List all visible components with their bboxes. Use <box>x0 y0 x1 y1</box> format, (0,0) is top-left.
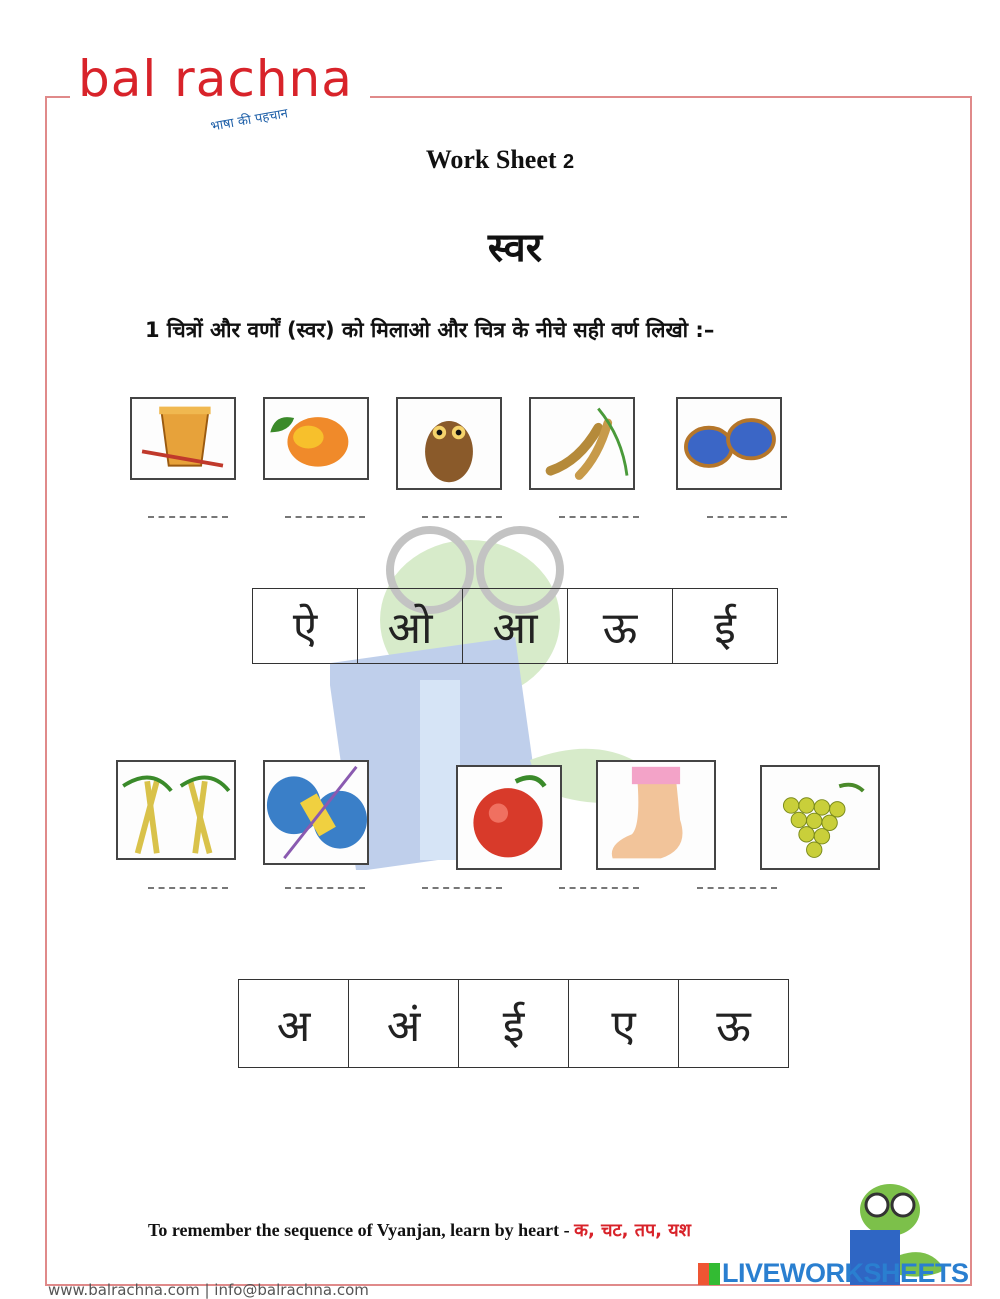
liveworksheets-badge-icon <box>698 1263 720 1285</box>
mango-icon <box>263 397 369 480</box>
answer-blank[interactable] <box>707 516 787 518</box>
logo-tagline: भाषा की पहचान <box>209 106 290 135</box>
letter-cell: ई <box>714 603 736 654</box>
pomegranate-icon <box>456 765 562 870</box>
letter-grid-1 <box>252 588 778 664</box>
owl-icon <box>396 397 502 490</box>
answer-blank[interactable] <box>285 887 365 889</box>
letter-cell: आ <box>463 589 568 663</box>
answer-blank[interactable] <box>559 516 639 518</box>
answer-blank[interactable] <box>422 887 502 889</box>
balrachna-logo <box>70 50 370 150</box>
letter-cell: ए <box>569 980 679 1067</box>
tamarind-icon <box>529 397 635 490</box>
letter-cell: ऐ <box>253 589 358 663</box>
answer-blank[interactable] <box>559 887 639 889</box>
answer-blank[interactable] <box>422 516 502 518</box>
answer-blank[interactable] <box>697 887 777 889</box>
letter-grid-2 <box>238 979 789 1068</box>
liveworksheets-logo <box>698 1258 969 1289</box>
footer-highlight: क, चट, तप, यश <box>574 1220 691 1241</box>
heel-icon <box>596 760 716 870</box>
instruction-text: 1 चित्रों और वर्णों (स्वर) को मिलाओ और चित्र के नीचे सही वर्ण लिखो :– <box>145 318 715 342</box>
letter-cell: अ <box>239 980 349 1067</box>
letter-cell: अं <box>349 980 459 1067</box>
letter-cell: ऊ <box>568 589 673 663</box>
letter-cell: ओ <box>358 589 463 663</box>
sunglasses-icon <box>676 397 782 490</box>
answer-blank[interactable] <box>148 516 228 518</box>
logo-brand: bal rachna <box>78 50 353 108</box>
liveworksheets-text: LIVEWORKSHEETS <box>722 1258 969 1288</box>
pot-icon <box>130 397 236 480</box>
page-heading: स्वर <box>487 225 543 271</box>
answer-blank[interactable] <box>148 887 228 889</box>
footer-text: To remember the sequence of Vyanjan, learn by heart - <box>148 1220 570 1240</box>
letter-cell: ऊ <box>716 1000 751 1052</box>
worksheet-number: 2 <box>563 151 575 173</box>
website-text: www.balrachna.com | info@balrachna.com <box>48 1281 369 1299</box>
grapes-icon <box>760 765 880 870</box>
answer-blank[interactable] <box>285 516 365 518</box>
wool-icon <box>263 760 369 865</box>
worksheet-title-text: Work Sheet <box>425 145 557 174</box>
worksheet-title <box>0 145 1000 175</box>
letter-cell: ई <box>459 980 569 1067</box>
sugarcane-icon <box>116 760 236 860</box>
footer-note <box>148 1218 691 1242</box>
